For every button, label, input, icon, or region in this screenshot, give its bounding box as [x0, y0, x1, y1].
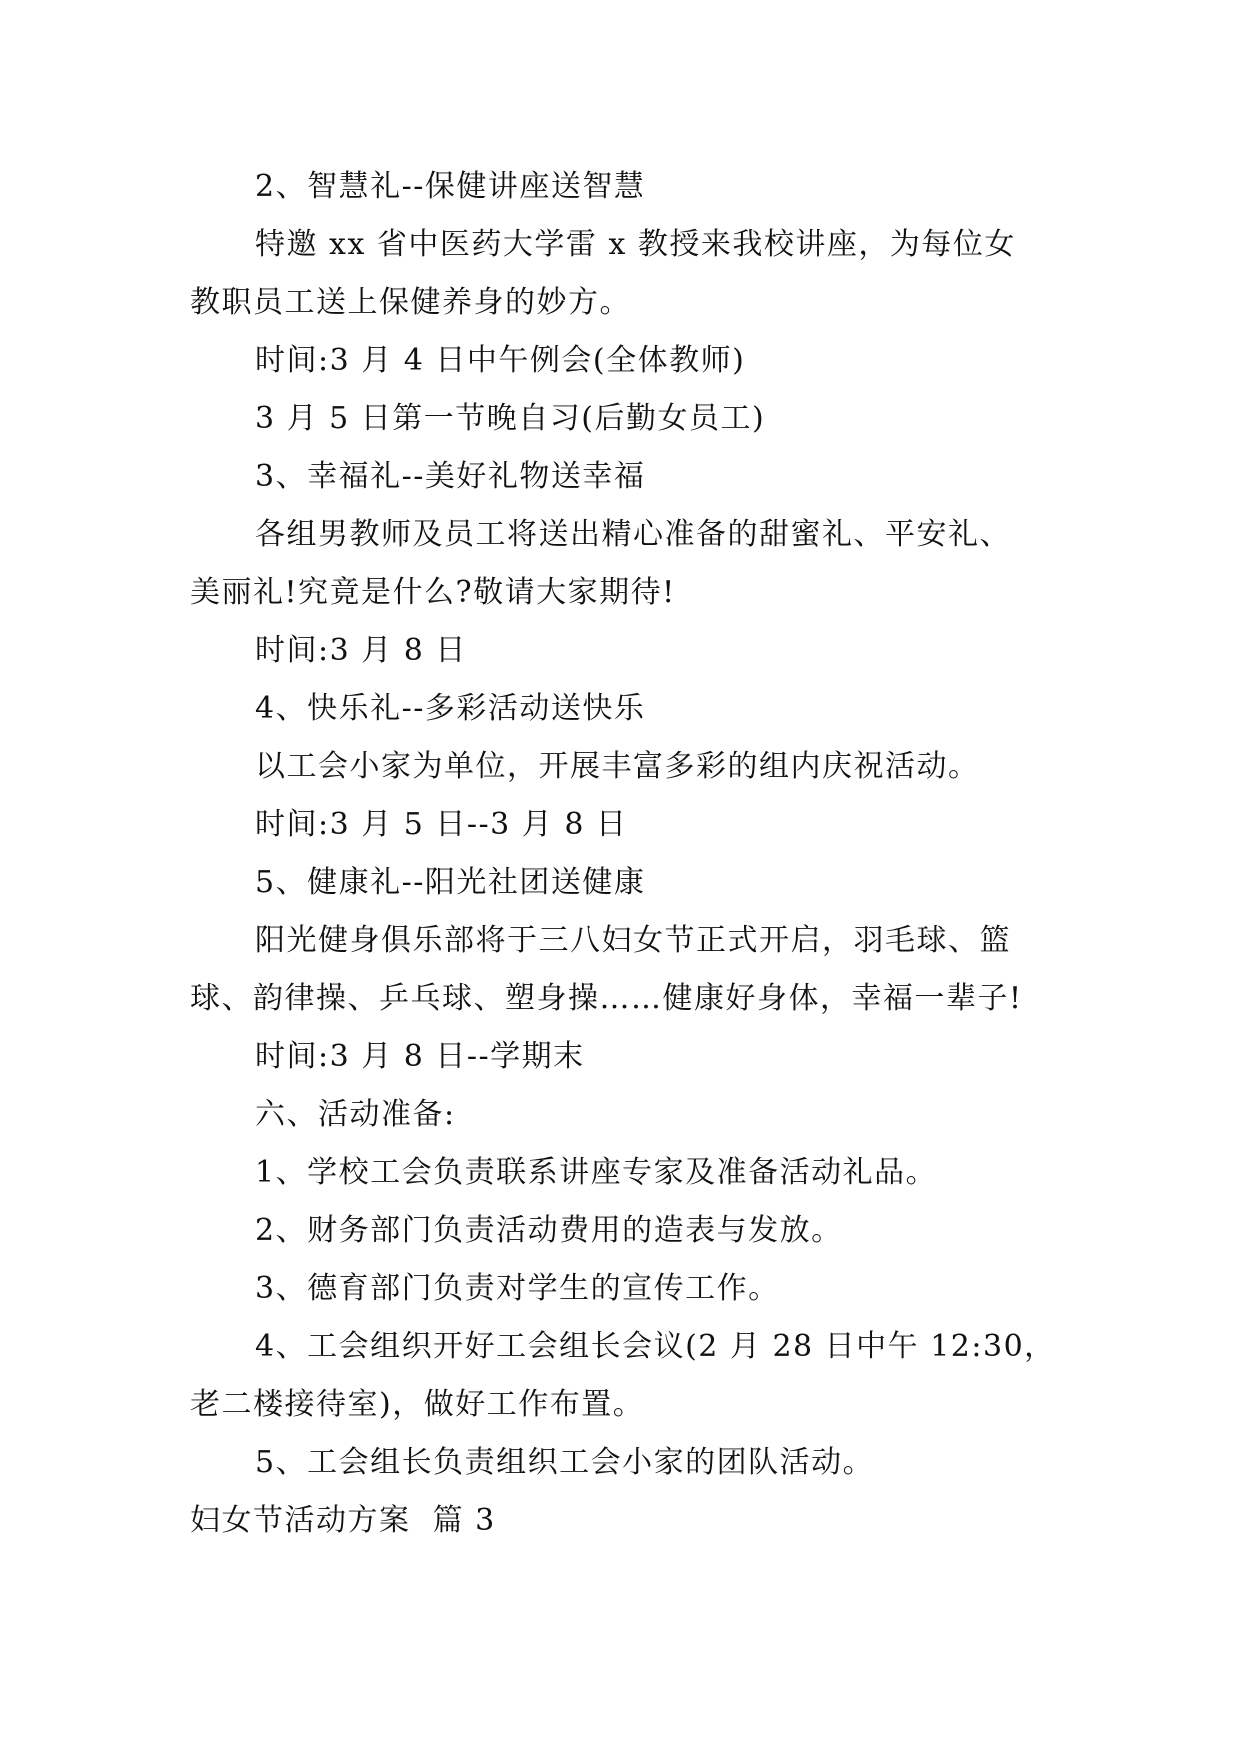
time-line: 时间:3 月 5 日--3 月 8 日 — [255, 807, 628, 842]
time-line: 3 月 5 日第一节晚自习(后勤女员工) — [255, 401, 766, 436]
section-heading-preparation: 六、活动准备: — [255, 1097, 456, 1132]
paragraph-line: 球、韵律操、乒乓球、塑身操……健康好身体，幸福一辈子! — [190, 981, 1023, 1016]
section-heading-health-gift: 5、健康礼--阳光社团送健康 — [255, 865, 646, 900]
time-line: 时间:3 月 8 日--学期末 — [255, 1039, 585, 1074]
time-line: 时间:3 月 8 日 — [255, 633, 467, 668]
list-item: 3、德育部门负责对学生的宣传工作。 — [255, 1271, 780, 1306]
paragraph-line: 阳光健身俱乐部将于三八妇女节正式开启，羽毛球、篮 — [255, 923, 1011, 958]
list-item: 4、工会组织开好工会组长会议(2 月 28 日中午 12:30， — [255, 1329, 1056, 1364]
document-heading: 妇女节活动方案 篇 3 — [190, 1503, 496, 1538]
paragraph-line: 教职员工送上保健养身的妙方。 — [190, 285, 631, 320]
paragraph-line: 美丽礼!究竟是什么?敬请大家期待! — [190, 575, 676, 610]
list-item: 5、工会组长负责组织工会小家的团队活动。 — [255, 1445, 875, 1480]
paragraph-line: 特邀 xx 省中医药大学雷 x 教授来我校讲座，为每位女 — [255, 227, 1016, 262]
time-line: 时间:3 月 4 日中午例会(全体教师) — [255, 343, 746, 378]
list-item: 1、学校工会负责联系讲座专家及准备活动礼品。 — [255, 1155, 938, 1190]
section-heading-happiness-gift: 3、幸福礼--美好礼物送幸福 — [255, 459, 646, 494]
section-heading-joy-gift: 4、快乐礼--多彩活动送快乐 — [255, 691, 646, 726]
paragraph-line: 各组男教师及员工将送出精心准备的甜蜜礼、平安礼、 — [255, 517, 1011, 552]
list-item-continuation: 老二楼接待室)，做好工作布置。 — [190, 1387, 645, 1422]
list-item: 2、财务部门负责活动费用的造表与发放。 — [255, 1213, 843, 1248]
paragraph-line: 以工会小家为单位，开展丰富多彩的组内庆祝活动。 — [255, 749, 980, 784]
section-heading-wisdom-gift: 2、智慧礼--保健讲座送智慧 — [255, 169, 646, 204]
